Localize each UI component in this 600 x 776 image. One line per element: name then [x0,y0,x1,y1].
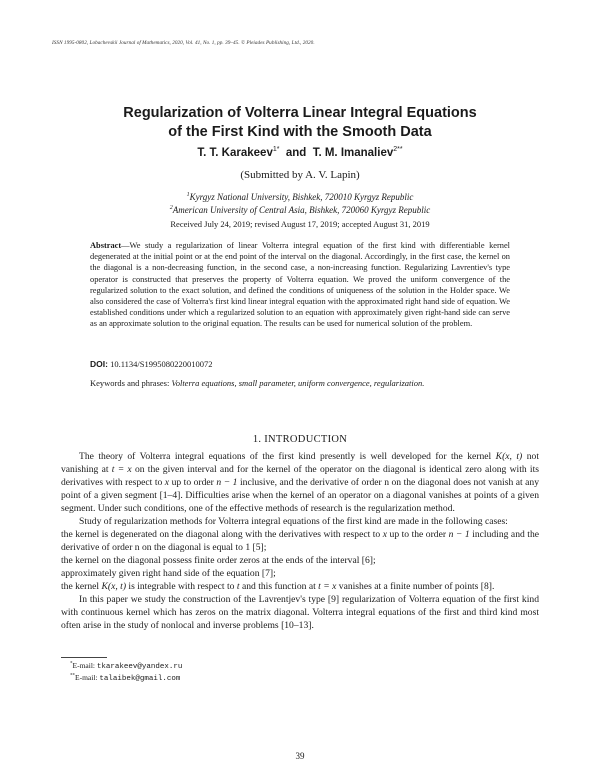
submitted-by: (Submitted by A. V. Lapin) [240,169,360,181]
p1-text-c: not vanishing at [61,451,540,475]
affiliation-text-1: Kyrgyz National University, Bishkek, 720010 Kyrgyz Republic [189,192,414,202]
affiliation-2 [0,205,600,215]
doi-link[interactable]: 10.1134/S1995080220010072 [110,359,213,369]
c4-text-e: and this function at [241,581,316,592]
c4-math-diag: t = x [318,581,337,592]
affiliation-text-2: American University of Central Asia, Bishkek, 720060 Kyrgyz Republic [172,205,431,215]
footnote-label-2: E-mail: [75,673,98,682]
email-link-2[interactable]: talaibek@gmail.com [99,675,181,683]
paper-title [0,104,600,142]
footnote-mark-1: * [70,661,73,667]
c1-math-x: x [382,529,387,540]
affiliation-mark-2: 2 [169,205,173,211]
author-mark-1: 1* [272,146,280,153]
c1-text-e: including and the derivative of order n on the diagonal is equal to 1 [5]; [61,529,540,553]
doi-line [90,359,212,369]
keywords-value: Volterra equations, small parameter, uniform convergence, regularization. [171,378,425,388]
abstract-label: Abstract [90,241,122,250]
author-and: and [285,146,307,159]
affiliation-mark-1: 1 [186,192,190,198]
case-4 [61,580,539,593]
running-header: ISSN 1995-0802, Lobachevskii Journal of Mathematics, 2020, Vol. 41, No. 1, pp. 39–45. © Pleiades Publishing, Ltd., 2020. [52,40,315,46]
p1-text-a: The theory of Volterra integral equations of the first kind presently is well developed for the kernel [79,451,492,462]
body-text [61,450,539,632]
paragraph-1 [61,450,539,515]
affiliation-1 [0,192,600,202]
p1-math-x: x [164,477,170,488]
author-name-2: T. M. Imanaliev [312,146,394,159]
p1-math-order: n − 1 [216,477,238,488]
doi-label: DOI: [90,359,108,369]
c4-text-c: is integrable with respect to [128,581,235,592]
author-mark-2: 2** [393,146,403,153]
c1-math-order: n − 1 [448,529,470,540]
p1-text-e: on the given interval and for the kernel of the operator on the diagonal is identical zero along with its derivatives with respect to [61,464,539,488]
case-3: approximately given right hand side of the equation [7]; [61,568,276,579]
section-heading: 1. INTRODUCTION [252,434,348,445]
c4-math-t: t [236,581,240,592]
abstract-text: —We study a regularization of linear Volterra integral equation of the first kind with differentiable kernel degenerated at the initial point or at the end point of the interval on the diagonal. Accordingly, in the first case, the kernel on the diagonal is a non-decreasing function, in the second case, a non-increasing function. Regularizing Lavrentiev's type operator is constructed that preserves the property of Volterra equation. We proved the uniform convergence of the regularized solution to the exact solution, and defined the conditions of uniqueness of the solution in the Holder space. We also considered the case of Volterra's first kind linear integral equation with the approximated right hand side of equation. We established conditions under which a regularized solution to an equation with approximately given right-hand side can serve as an approximate solution to the original equation. The results can be used for numerical solution of the problem. [90,241,510,329]
c4-text-g: vanishes at a finite number of points [8]. [338,581,495,592]
p1-math-kernel: K(x, t) [495,451,523,462]
author-line [0,146,600,159]
paragraph-2: Study of regularization methods for Volterra integral equations of the first kind are made in the following cases: [79,516,508,527]
p1-math-diag: t = x [111,464,132,475]
footnote-mark-2: ** [70,673,75,679]
author-name-1: T. T. Karakeev [197,146,273,159]
email-link-1[interactable]: tkarakeev@yandex.ru [96,663,183,671]
footnote-label-1: E-mail: [72,661,95,670]
page-number: 39 [295,751,305,761]
received-dates: Received July 24, 2019; revised August 17, 2019; accepted August 31, 2019 [170,219,430,229]
footnote-1 [70,661,182,671]
case-1 [61,528,539,554]
title-line-1: Regularization of Volterra Linear Integral Equations [123,105,477,121]
footnote-2 [70,673,180,683]
abstract [90,240,510,330]
c1-text-c: up to the order [389,529,447,540]
c4-math-kernel: K(x, t) [101,581,127,592]
case-2: the kernel on the diagonal possess finite order zeros at the ends of the interval [6]; [61,555,376,566]
c1-text-a: the kernel is degenerated on the diagonal along with the derivatives with respect to [61,529,381,540]
footnote-divider [61,657,107,658]
p1-text-g: up to order [171,477,214,488]
keywords-label: Keywords and phrases: [90,378,170,388]
c4-text-a: the kernel [61,581,100,592]
p1-text-i: inclusive, and the derivative of order n on the diagonal does not vanish at any point of a given segment [1–4]. Difficulties arise when the kernel of an operator on a diagonal vanishes at points of a given segment. Under such conditions, one of the effective methods of research is the regularization method. [61,477,540,514]
title-line-2: of the First Kind with the Smooth Data [168,124,432,140]
keywords [90,377,510,389]
paragraph-3: In this paper we study the construction of the Lavrentjev's type [9] regularization of Volterra equation of the first kind with continuous kernel which has zeros on the matrix diagonal. Volterra integral equations of the first and third kind most often arise in the study of nonlocal and inverse problems [10–13]. [61,594,539,631]
